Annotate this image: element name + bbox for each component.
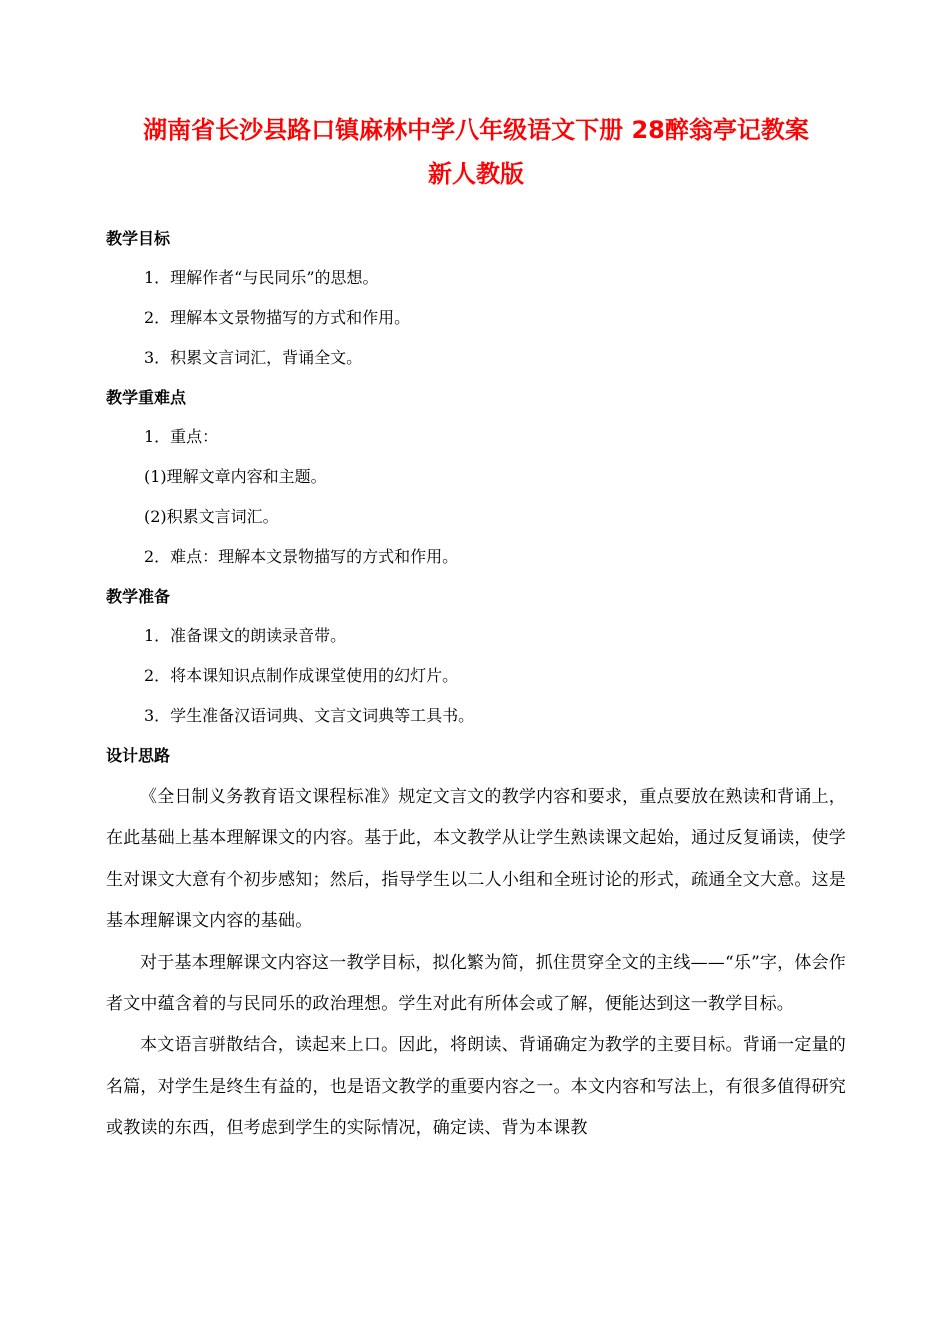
list-item: 1．重点： <box>144 427 219 446</box>
list-item: 1．理解作者“与民同乐”的思想。 <box>144 268 379 287</box>
list-item: 2．难点：理解本文景物描写的方式和作用。 <box>144 547 459 566</box>
paragraph: 对于基本理解课文内容这一教学目标，拟化繁为简，抓住贯穿全文的主线——“乐”字，体会作者文中蕴含着的与民同乐的政治理想。学生对此有所体会或了解，便能达到这一教学目标。 <box>106 952 846 1015</box>
list-item: 1．准备课文的朗读录音带。 <box>144 626 347 645</box>
section-heading-key-difficult-points: 教学重难点 <box>106 388 187 407</box>
paragraph: 本文语言骈散结合，读起来上口。因此，将朗读、背诵确定为教学的主要目标。背诵一定量的名篇，对学生是终生有益的，也是语文教学的重要内容之一。本文内容和写法上，有很多值得研究或教读的东西，但考虑到学生的实际情况，确定读、背为本课教 <box>106 1035 846 1139</box>
list-item: 3．学生准备汉语词典、文言文词典等工具书。 <box>144 706 475 725</box>
title-line-1: 湖南省长沙县路口镇麻林中学八年级语文下册 28醉翁亭记教案 <box>143 116 809 144</box>
paragraph: 《全日制义务教育语文课程标准》规定文言文的教学内容和要求，重点要放在熟读和背诵上，在此基础上基本理解课文的内容。基于此，本文教学从让学生熟读课文起始，通过反复诵读，使学生对课文大意有个初步感知；然后，指导学生以二人小组和全班讨论的形式，疏通全文大意。这是基本理解课文内容的基础。 <box>106 787 846 932</box>
list-item: 2．理解本文景物描写的方式和作用。 <box>144 308 411 327</box>
list-item: 2．将本课知识点制作成课堂使用的幻灯片。 <box>144 666 459 685</box>
document-page <box>106 108 846 1150</box>
title-line-2: 新人教版 <box>428 160 524 188</box>
list-item: 3．积累文言词汇，背诵全文。 <box>144 348 363 367</box>
document-title <box>106 108 846 196</box>
section-heading-preparation: 教学准备 <box>106 587 171 606</box>
list-item: (2)积累文言词汇。 <box>144 507 279 526</box>
list-item: (1)理解文章内容和主题。 <box>144 467 327 486</box>
section-heading-design-rationale: 设计思路 <box>106 746 171 765</box>
section-heading-teaching-goals: 教学目标 <box>106 229 171 248</box>
